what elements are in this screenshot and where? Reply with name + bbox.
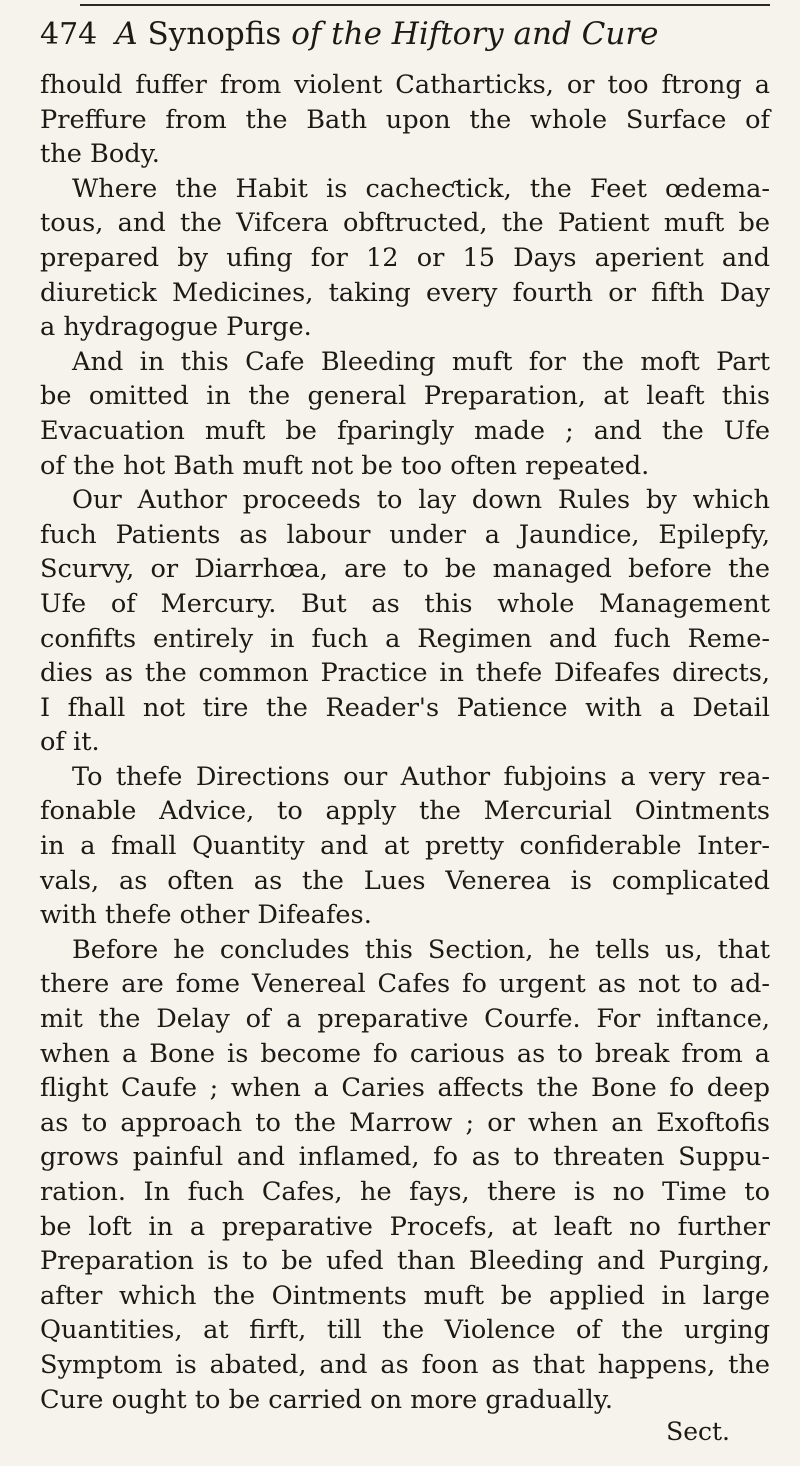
text-line: Before he concludes this Section, he tells us, that	[72, 934, 770, 965]
text-line: there are fome Venereal Cafes fo urgent as not to ad-	[40, 969, 770, 1000]
text-line: Quantities, at firft, till the Violence of the urging	[40, 1315, 770, 1346]
text-line: Evacuation muft be fparingly made ; and the Ufe	[40, 415, 770, 446]
title-rest: of the Hiftory and Cure	[291, 16, 659, 52]
text-line: fuch Patients as labour under a Jaundice, Epilepfy,	[40, 519, 770, 550]
title-synopsis: Synopfis	[147, 16, 282, 52]
text-line: confifts entirely in fuch a Regimen and fuch Reme-	[40, 623, 770, 654]
text-line: in a fmall Quantity and at pretty confiderable Inter-	[40, 831, 770, 862]
text-line: Scurvy, or Diarrhœa, are to be managed before the	[40, 554, 770, 585]
text-line: vals, as often as the Lues Venerea is complicated	[40, 865, 770, 896]
top-rule	[80, 4, 770, 6]
text-line: dies as the common Practice in thefe Difeafes directs,	[40, 658, 770, 689]
running-title	[115, 16, 658, 52]
text-line: with thefe other Difeafes.	[40, 900, 372, 931]
text-line: To thefe Directions our Author fubjoins a very rea-	[72, 761, 770, 792]
title-article: A	[115, 16, 138, 52]
text-line: after which the Ointments muft be applied in large	[40, 1280, 770, 1311]
text-line: ration. In fuch Cafes, he fays, there is no Time to	[40, 1177, 770, 1207]
text-line: of it.	[40, 727, 100, 758]
text-line: tous, and the Vifcera obftructed, the Patient muft be	[40, 208, 770, 239]
text-line: as to approach to the Marrow ; or when an Exoftofis	[40, 1107, 770, 1138]
text-line: Preffure from the Bath upon the whole Surface of	[40, 104, 770, 135]
text-line: Our Author proceeds to lay down Rules by which	[72, 485, 770, 516]
text-line: Where the Habit is cacheƈtick, the Feet œdema-	[72, 173, 770, 204]
text-line: Symptom is abated, and as foon as that happens, the	[40, 1349, 770, 1380]
text-line: a hydragogue Purge.	[40, 312, 312, 343]
text-line: diuretick Medicines, taking every fourth or fifth Day	[40, 277, 770, 308]
text-line: mit the Delay of a preparative Courfe. For inftance,	[40, 1004, 770, 1035]
catchword: Sect.	[666, 1417, 730, 1447]
text-line: of the hot Bath muft not be too often repeated.	[40, 450, 650, 481]
text-line: be omitted in the general Preparation, at leaft this	[40, 381, 770, 412]
text-line: Preparation is to be ufed than Bleeding and Purging,	[40, 1246, 770, 1277]
text-line: the Body.	[40, 139, 160, 170]
text-line: prepared by ufing for 12 or 15 Days aperient and	[40, 242, 770, 273]
text-line: And in this Cafe Bleeding muft for the moft Part	[72, 346, 770, 377]
text-line: be loft in a preparative Procefs, at leaft no further	[40, 1211, 770, 1242]
text-line: Ufe of Mercury. But as this whole Management	[40, 588, 770, 619]
text-line: when a Bone is become fo carious as to break from a	[40, 1038, 770, 1069]
text-line: Cure ought to be carried on more gradually.	[40, 1384, 613, 1415]
page-number: 474	[40, 17, 98, 52]
text-line: fonable Advice, to apply the Mercurial Ointments	[40, 796, 770, 827]
body-text	[40, 68, 770, 1417]
running-header	[40, 16, 770, 68]
text-line: flight Caufe ; when a Caries affects the Bone fo deep	[40, 1073, 770, 1104]
text-line: I fhall not tire the Reader's Patience with a Detail	[40, 692, 770, 723]
text-line: fhould fuffer from violent Catharticks, or too ftrong a	[40, 70, 770, 100]
text-line: grows painful and inflamed, fo as to threaten Suppu-	[40, 1142, 770, 1173]
